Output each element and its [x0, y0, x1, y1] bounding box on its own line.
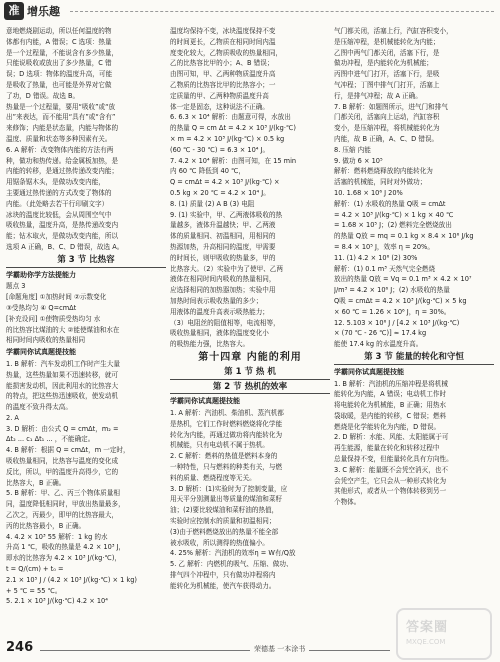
- text-line: (60 ℃ - 30 ℃) = 6.3 × 10⁴ J。: [170, 145, 270, 154]
- text-line: Δt₂ ... c₁ Δt₁ ... ，不能确定。: [6, 435, 95, 444]
- text-line: 应选择相同的加热器加热；实验中用: [170, 286, 276, 295]
- sub-heading: 学霸助你学方法提能力: [6, 270, 76, 279]
- text-line: 用锯条锯木头，是做功改变内能，: [6, 178, 105, 187]
- column-left-text-2: [6, 292, 166, 346]
- sub-heading: 学霸同你试真题提技能: [170, 397, 240, 406]
- text-line: 1. B 解析：汽车发动机工作时产生大量: [6, 359, 120, 368]
- text-line: 的热量 Q放 = mq = 0.1 kg × 8.4 × 10⁶ J/kg: [334, 232, 474, 241]
- text-line: 加热时间表示吸收热量的多少；: [170, 296, 263, 305]
- topic-label: 题点 3: [6, 282, 26, 291]
- text-line: 其他形式，或者从一个物体转移到另一: [334, 487, 447, 496]
- text-line: 只能说吸收或放出了多少热量，C 错: [6, 59, 112, 68]
- text-line: 做功冲程，是内能转化为机械能；: [334, 59, 433, 68]
- text-line: 能转化为机械能，使汽车获得动力。: [170, 581, 276, 590]
- text-line: 的热量 Q = cm Δt = 4.2 × 10³ J/(kg·℃): [170, 124, 296, 133]
- text-line: 热量，这些热量如果不迅速转移，就可: [6, 370, 119, 379]
- text-line: 温度均保持不变，冰块温度保持不变: [170, 27, 276, 35]
- text-line: 由图可知，甲、乙两种物质温度升高: [170, 70, 276, 79]
- page-number: 246: [6, 640, 34, 655]
- text-line: 吸收热量相同，液体的温度变化小: [170, 329, 269, 338]
- column-right-text-2: [334, 379, 494, 509]
- text-line: 8. (1) 质量 (2) A B (3) 电阻: [170, 199, 255, 208]
- text-line: 的特点，把这些热迅速吸收，使发动机: [6, 392, 119, 401]
- text-line: 用液体的温度升高表示吸热能力；: [170, 307, 269, 316]
- text-line: 来修饰；内能是状态量，内能与物体的: [6, 124, 119, 133]
- text-line: 丙的比热容最小，B 正确。: [6, 521, 86, 530]
- text-line: = 4.2 × 10³ J/(kg·℃) × 1 kg × 40 ℃: [334, 210, 454, 219]
- text-line: Q = cmΔt = 4.2 × 10³ J/(kg·℃) ×: [170, 178, 280, 187]
- text-line: 能转化为内能，A 错误；电动机工作时: [334, 390, 447, 399]
- text-line: 是吸收了热量，也可能是外界对它做: [6, 80, 112, 89]
- text-line: [补充设问] ①使物质受热均匀 水: [6, 314, 101, 323]
- text-line: 一种特性，只与燃料的种类有关，与燃: [170, 463, 283, 472]
- text-line: 即水的比热容为 4.2 × 10³ J/(kg·℃)，: [6, 554, 121, 563]
- text-line: 7. 4.2 × 10⁴ 解析：由图可知，在 15 min: [170, 156, 297, 165]
- text-line: 误；D 选项：物体的温度升高，可能: [6, 70, 113, 79]
- text-line: 气门都关闭，活塞上行，汽缸容积变小，: [334, 27, 453, 35]
- text-line: 机械能，只有电动机不属于热机。: [170, 441, 269, 450]
- text-line: 2. D 解析：水能、风能、太阳能属于可: [334, 433, 449, 442]
- text-line: 5. 2.1 × 10³ J/(kg·℃) 4.2 × 10⁴: [6, 597, 108, 606]
- text-line: 是一个过程量，不能说含有多少热量，: [6, 48, 119, 57]
- text-line: 意地燃烧剧运动，所以任何温度的物: [6, 27, 112, 35]
- text-line: 解析：燃料燃烧释放的内能转化为: [334, 167, 433, 176]
- text-line: 9. 做功 6 × 10⁵: [334, 156, 383, 165]
- text-line: 12. 5.103 × 10⁶ J / [4.2 × 10³ J/(kg·℃): [334, 318, 460, 327]
- text-line: 11. (1) 4.2 × 10⁶ (2) 30%: [334, 253, 418, 262]
- text-line: 同，温度降低相同时，甲放出热量最多，: [6, 500, 125, 509]
- text-line: 4. B 解析：根据 Q = cmΔt，m 一定时，: [6, 446, 130, 455]
- text-line: （3）电阻丝的阻值相等，电流相等，: [170, 318, 280, 327]
- text-line: 丙图中进气门打开，活塞下行，是吸: [334, 70, 440, 79]
- text-line: 将电能转化为机械能，B 正确；用热水: [334, 401, 447, 410]
- text-line: 用天平分别测量出等质量的煤油和菜籽: [170, 495, 283, 504]
- footer-text: 荣德基 一本涂书: [250, 644, 309, 654]
- text-line: 门都关闭，活塞向上运动，汽缸容积: [334, 113, 440, 122]
- text-line: 乙次之，丙最少，即甲的比热容最大，: [6, 511, 119, 520]
- text-line: 是热机，它们工作时燃料燃烧将化学能: [170, 419, 283, 428]
- text-line: 气冲程；丁图中排气门打开，活塞上: [334, 80, 440, 89]
- text-line: 出”来表达，而不能用“具有”或“含有”: [6, 113, 116, 122]
- text-line: = 1.68 × 10⁵ J；(2) 燃料完全燃烧放出: [334, 221, 452, 230]
- text-line: 定质量的甲、乙两种物质温度升高: [170, 91, 269, 100]
- text-line: 主要通过热传递的方式改变了物体的: [6, 188, 112, 197]
- text-line: 10. 1.68 × 10⁶ J 20%: [334, 188, 403, 197]
- text-line: 的温度不致升得太高。: [6, 403, 72, 412]
- text-line: 会凭空产生，它只会从一种形式转化为: [334, 476, 447, 485]
- text-line: 1. A 解析：汽油机、柴油机、蒸汽机都: [170, 409, 284, 418]
- text-line: 冰块的温度比较低，会从周围空气中: [6, 210, 112, 219]
- text-line: 的时间更长，乙物质在相同时间内温: [170, 37, 276, 46]
- text-line: 体的质量相同、初温相同，用相同的: [170, 232, 276, 241]
- text-line: 变小，是压缩冲程，将机械能转化为: [334, 124, 440, 133]
- text-line: 个物体。: [334, 498, 361, 507]
- text-line: 3. D 解析：由公式 Q = cmΔt，m₂ =: [6, 424, 119, 433]
- text-line: 被水吸收，所以测得的热值偏小。: [170, 538, 269, 547]
- text-line: 升高 1 ℃，吸收的热量是 4.2 × 10³ J，: [6, 543, 126, 552]
- text-line: 解析：(1) 0.1 m³ 天然气完全燃烧: [334, 264, 436, 273]
- text-line: 2.1 × 10⁵ J / (4.2 × 10³ J/(kg·℃) × 1 kg): [6, 575, 137, 584]
- section-title: 第 1 节 热 机: [170, 367, 330, 380]
- watermark-url: MXQE.COM: [406, 638, 446, 646]
- text-line: × m = 4.2 × 10³ J/(kg·℃) × 0.5 kg: [170, 134, 285, 143]
- text-line: 体都有内能，A 错误；C 选项：热量: [6, 37, 112, 46]
- page-footer: [0, 636, 500, 662]
- text-line: 内 60 ℃ 降低到 40 ℃，: [170, 167, 246, 176]
- text-line: t = Q/(cm) + t₀ =: [6, 565, 64, 574]
- text-line: 燃烧是化学能转化为内能，D 错误。: [334, 422, 441, 431]
- text-line: J/m³ = 4.2 × 10⁶ J；(2) 水吸收的热量: [334, 286, 450, 295]
- text-line: 了功，D 错误。故选 B。: [6, 91, 80, 100]
- text-line: 的吸热能力强，比热容大。: [170, 340, 250, 349]
- text-line: 内能的转移，是通过热传递改变内能；: [6, 167, 119, 176]
- text-line: 行，是排气冲程；故 A 正确。: [334, 91, 422, 100]
- text-line: 体一定是固态，这种说法不正确。: [170, 102, 269, 111]
- text-line: 5. B 解析：甲、乙、丙三个物体质量相: [6, 489, 120, 498]
- text-line: 温度、质量和状态等多种因素有关。: [6, 134, 112, 143]
- brand-badge: 准: [4, 2, 24, 20]
- column-left-text-3: [6, 359, 166, 607]
- text-line: 能；钻木取火，是做功改变内能，所以: [6, 232, 119, 241]
- text-line: 6. 6.3 × 10⁴ 解析：由题意可得，水放出: [170, 113, 291, 122]
- text-line: 转化为内能，再通过做功将内能转化为: [170, 430, 283, 439]
- text-line: 能损害发动机，因此利用水的比热容大: [6, 381, 119, 390]
- text-line: 选项 A 正确，B、C、D 错误，故选 A。: [6, 242, 124, 251]
- watermark-text: 答案圈: [406, 620, 449, 635]
- text-line: 0.5 kg × 20 ℃ = 4.2 × 10⁴ J。: [170, 188, 270, 197]
- text-line: 相同时间内吸收的热量相同: [6, 336, 86, 345]
- sub-heading: 学霸同你试真题提技能: [6, 348, 76, 357]
- text-line: 内能。（此处略去若干行印刷文字）: [6, 199, 109, 208]
- text-line: 乙的比热容比甲的小；A、B 错误；: [170, 59, 274, 68]
- column-right-text: [334, 26, 494, 350]
- text-line: × (70 ℃ - 26 ℃)] ≈ 17.4 kg: [334, 329, 427, 338]
- answer-columns: [6, 26, 494, 632]
- column-middle-text-2: [170, 408, 330, 592]
- text-line: 6. A 解析：改变物体内能的方法有两: [6, 145, 114, 154]
- text-line: 4. 4.2 × 10³ 55 解析：1 kg 的水: [6, 532, 108, 541]
- text-line: 2. A: [6, 413, 19, 422]
- column-right: [334, 26, 494, 632]
- text-line: 实验时应控制水的质量和初温相同；: [170, 517, 276, 526]
- text-line: 热量是一个过程量，要用“吸收”或“放: [6, 102, 116, 111]
- text-line: 乙图中两气门都关闭，活塞下行，是: [334, 48, 440, 57]
- text-line: 3. C 解析：能量既不会凭空消灭，也不: [334, 465, 448, 474]
- column-left-text: [6, 26, 166, 253]
- text-line: 度变化较大，乙物质吸收的热量相同，: [170, 48, 283, 57]
- text-line: 8. 压缩 内能: [334, 145, 371, 154]
- text-line: 吸收热量，温度升高，是热传递改变内: [6, 221, 119, 230]
- text-line: 再生能源，能量在转化和转移过程中: [334, 444, 440, 453]
- text-line: 量越多，液体升温越快；甲、乙两液: [170, 221, 276, 230]
- text-line: [命题角度] ①加热时间 ②示数变化: [6, 293, 107, 302]
- brand-logo: [4, 2, 60, 20]
- text-line: ③受热均匀 ④ Q=cmΔt: [6, 303, 77, 312]
- text-line: 解析：(1) 水吸收的热量 Q吸 = cmΔt: [334, 199, 446, 208]
- brand-text: 增乐趣: [27, 5, 60, 18]
- text-line: 反比，所以，甲的温度升高得少，它的: [6, 467, 119, 476]
- page-header: [0, 0, 500, 22]
- text-line: = 8.4 × 10⁵ J，效率 η = 20%。: [334, 242, 434, 251]
- section-title: 第 2 节 热机的效率: [170, 382, 330, 395]
- text-line: 放出的热量 Q放 = Vq = 0.1 m³ × 4.2 × 10⁷: [334, 275, 472, 284]
- text-line: 内能，故 B 正确，A、C、D 错误。: [334, 134, 439, 143]
- text-line: 吸收热量相同，比热容与温度的变化成: [6, 457, 119, 466]
- footer-divider: [40, 650, 390, 651]
- text-line: 的比热容比煤油的大 ②能使煤油和水在: [6, 325, 120, 334]
- text-line: 2. C 解析：燃料的热值是燃料本身的: [170, 452, 278, 461]
- text-line: 总量保持不变，但能量转化具有方向性。: [334, 455, 453, 464]
- text-line: 3. D 解析：(1)实验时为了控制变量，应: [170, 484, 288, 493]
- sub-heading: 学霸同你试真题提技能: [334, 367, 404, 376]
- text-line: 能使 17.4 kg 的水温度升高。: [334, 340, 423, 349]
- text-line: 4. 25% 解析：汽油机的效率η = W有/Q放: [170, 549, 296, 558]
- column-middle: [170, 26, 330, 632]
- text-line: 油；(2)要比较煤油和菜籽油的热值，: [170, 506, 279, 515]
- text-line: 9. (1) 实验中，甲、乙两液体吸收的热: [170, 210, 283, 219]
- section-title: 第 3 节 能量的转化和守恒: [334, 352, 494, 365]
- text-line: 热源加热，升高相同的温度，甲需要: [170, 242, 276, 251]
- header-divider: [70, 11, 494, 12]
- text-line: 袋取暖，是内能的转移，C 错误；燃料: [334, 411, 447, 420]
- text-line: 乙物质的比热容比甲的比热容小；一: [170, 80, 276, 89]
- text-line: 排气四个冲程中，只有做功冲程将内: [170, 571, 276, 580]
- text-line: 1. B 解析：汽油机的压缩冲程是将机械: [334, 379, 448, 388]
- text-line: 活塞的机械能，同时对外做功；: [334, 178, 427, 187]
- text-line: × 60 ℃ = 1.26 × 10⁶ J，η = 30%。: [334, 307, 451, 316]
- column-left: [6, 26, 166, 632]
- text-line: + 5 ℃ = 55 ℃。: [6, 586, 62, 595]
- text-line: 5. 乙 解析：内燃机的吸气、压缩、做功、: [170, 560, 293, 569]
- text-line: 种，做功和热传递。给金属板加热，是: [6, 156, 119, 165]
- chapter-title: 第十四章 内能的利用: [198, 351, 302, 363]
- text-line: 是压缩冲程，是机械能转化为内能；: [334, 37, 440, 46]
- text-line: 比热容大，B 正确。: [6, 478, 66, 487]
- section-title: 第 3 节 比热容: [6, 255, 166, 268]
- text-line: (3)由于燃料燃烧放出的热量不能全部: [170, 527, 279, 536]
- column-middle-text: [170, 26, 330, 350]
- text-line: 料的质量、燃烧程度等无关。: [170, 473, 256, 482]
- text-line: 比热容大。（2）实验中为了使甲、乙两: [170, 264, 283, 273]
- text-line: 液体在相同时间内吸收的热量相同，: [170, 275, 276, 284]
- text-line: 的时间长，则甲吸收的热量多，甲的: [170, 253, 276, 262]
- text-line: Q吸 = cmΔt = 4.2 × 10³ J/(kg·℃) × 5 kg: [334, 296, 467, 305]
- text-line: 7. B 解析：如题图所示，进气门和排气: [334, 102, 448, 111]
